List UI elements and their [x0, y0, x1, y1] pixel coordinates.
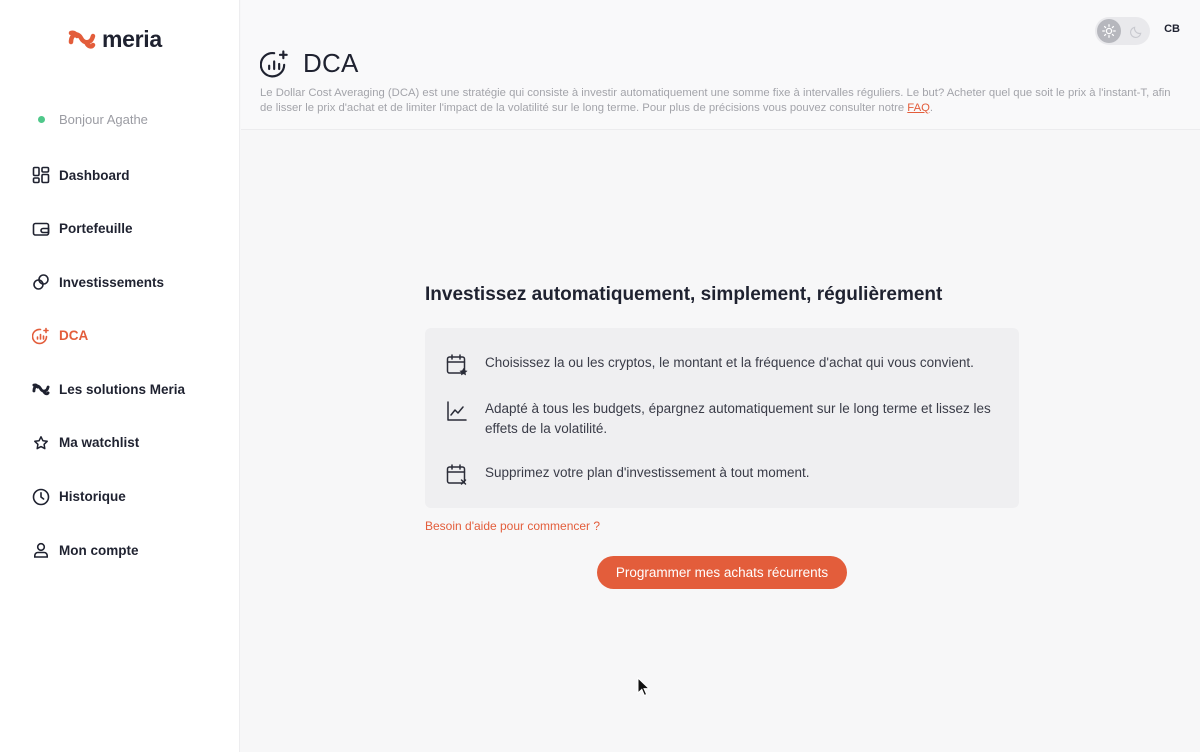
dashboard-icon: [32, 166, 50, 184]
clock-icon: [32, 488, 50, 506]
feature-text: Adapté à tous les budgets, épargnez automatiquement sur le long terme et lissez les effets de la volatilité.: [485, 401, 991, 436]
sidebar-item-label: Ma watchlist: [59, 435, 140, 451]
dca-chart-icon: [260, 49, 290, 79]
sidebar: [0, 0, 240, 752]
link-icon: [32, 273, 50, 291]
sidebar-item-mon-compte[interactable]: [32, 535, 232, 565]
calendar-x-icon: [445, 463, 469, 487]
sidebar-nav: [32, 160, 232, 589]
feature-item: [445, 399, 1005, 439]
sidebar-item-label: DCA: [59, 328, 89, 344]
feature-text: Choisissez la ou les cryptos, le montant et la fréquence d'achat qui vous convient.: [485, 355, 974, 370]
meria-logo-icon: [68, 28, 96, 50]
feature-item: [445, 353, 1005, 377]
page-description-text: Le Dollar Cost Averaging (DCA) est une stratégie qui consiste à investir automatiquement une somme fixe à intervalles réguliers. Le but? Acheter quel que soit le prix à l'instant-T, afin de lisser le prix d'achat et de limiter l'impact de la volatilité sur le long terme. Pour plus de précisions vous pouvez consulter notre: [260, 87, 1171, 114]
user-icon: [32, 541, 50, 559]
main-title: Investissez automatiquement, simplement, régulièrement: [425, 284, 943, 305]
page-description-end: .: [929, 102, 934, 114]
page-header: [241, 0, 1200, 130]
sidebar-item-investissements[interactable]: [32, 267, 232, 297]
star-icon: [32, 434, 50, 452]
moon-icon: [1124, 19, 1148, 43]
meria-logo-icon: [32, 380, 50, 398]
sidebar-item-portefeuille[interactable]: [32, 214, 232, 244]
meria-logo[interactable]: [68, 24, 162, 54]
page-title: [260, 48, 359, 79]
logo-text: meria: [102, 25, 162, 52]
calendar-star-icon: [445, 353, 469, 377]
sidebar-item-dashboard[interactable]: [32, 160, 232, 190]
sidebar-item-dca[interactable]: [32, 321, 232, 351]
greeting-text: Bonjour Agathe: [59, 112, 148, 127]
sidebar-item-label: Dashboard: [59, 167, 130, 183]
sidebar-item-watchlist[interactable]: [32, 428, 232, 458]
page-title-text: DCA: [303, 48, 359, 78]
sun-icon: [1097, 19, 1121, 43]
wallet-icon: [32, 220, 50, 238]
sidebar-item-solutions-meria[interactable]: [32, 374, 232, 404]
sidebar-item-label: Les solutions Meria: [59, 381, 186, 397]
dca-chart-icon: [32, 327, 50, 345]
theme-toggle[interactable]: [1095, 17, 1150, 45]
help-link[interactable]: Besoin d'aide pour commencer ?: [425, 519, 601, 533]
feature-item: [445, 463, 1005, 487]
sidebar-item-label: Mon compte: [59, 542, 139, 558]
features-box: [425, 328, 1019, 508]
schedule-recurring-purchases-button[interactable]: Programmer mes achats récurrents: [597, 556, 847, 589]
mouse-cursor-icon: [637, 677, 651, 697]
sidebar-item-label: Portefeuille: [59, 221, 133, 237]
sidebar-item-label: Investissements: [59, 274, 165, 290]
sidebar-item-historique[interactable]: [32, 482, 232, 512]
avatar[interactable]: CB: [1164, 23, 1180, 35]
feature-text: Supprimez votre plan d'investissement à tout moment.: [485, 465, 810, 480]
online-status-dot: [38, 116, 45, 123]
faq-link[interactable]: FAQ: [907, 102, 930, 114]
line-chart-icon: [445, 399, 469, 423]
greeting: [38, 112, 148, 127]
sidebar-item-label: Historique: [59, 489, 126, 505]
page-description: [260, 86, 1180, 116]
